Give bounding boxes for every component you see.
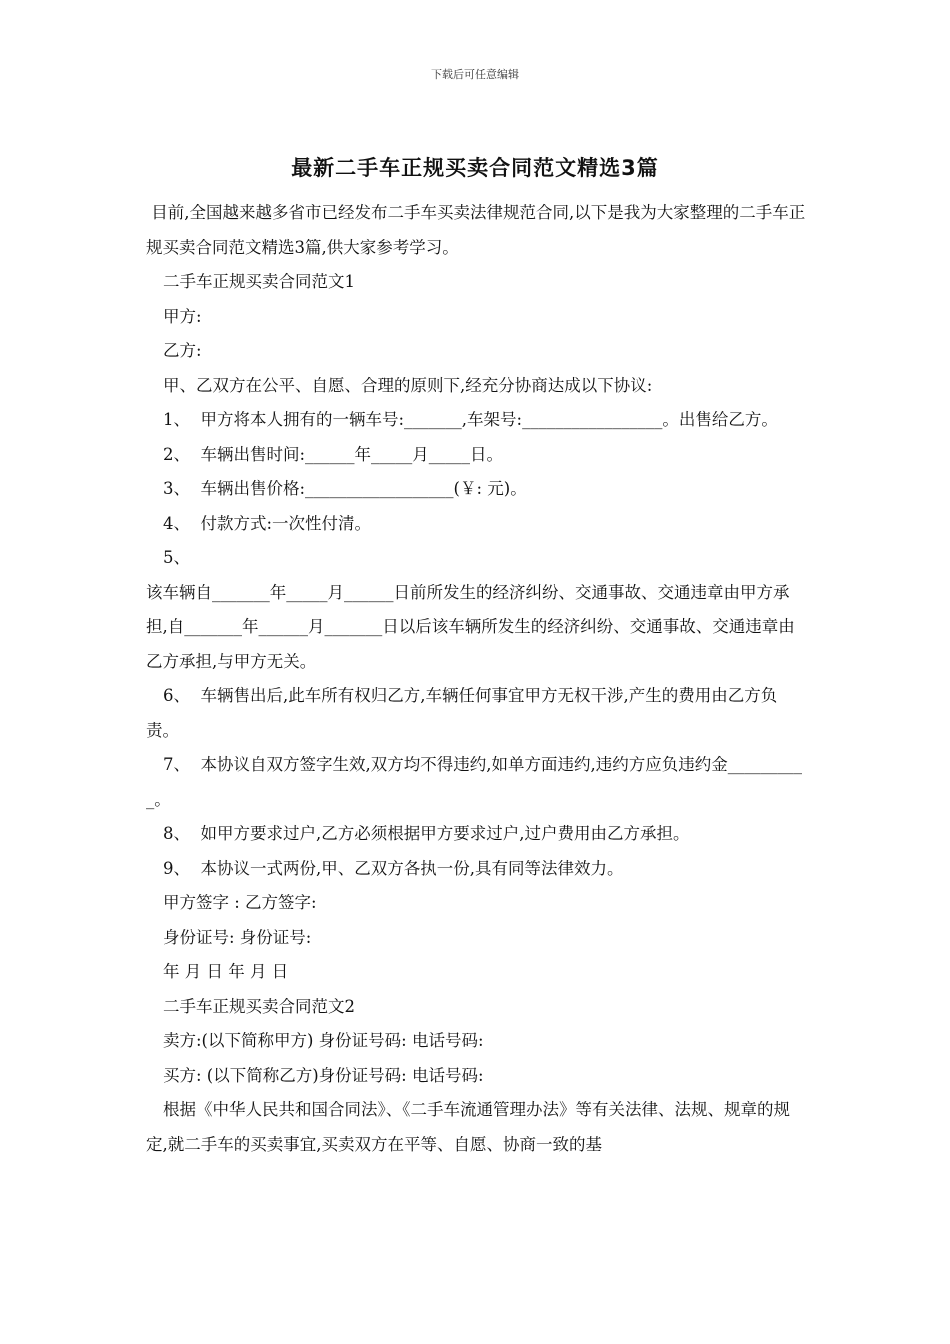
paragraph: 甲方签字 : 乙方签字:	[163, 893, 317, 912]
paragraph: 1、 甲方将本人拥有的一辆车号:_______,车架号:_________________。出售给乙方。	[163, 410, 778, 429]
paragraph: 买方: (以下简称乙方)身份证号码: 电话号码:	[163, 1065, 484, 1085]
paragraph: 年 月 日 年 月 日	[163, 962, 289, 981]
paragraph: 二手车正规买卖合同范文1	[163, 272, 355, 291]
paragraph: 该车辆自_______年_____月______日前所发生的经济纠纷、交通事故、交通违章由甲方承担,自_______年______月_______日以后该车辆所发生的经济纠纷、交通事故、交通违章由乙方承担,与甲方无关。	[146, 582, 795, 671]
paragraph: 9、 本协议一式两份,甲、乙双方各执一份,具有同等法律效力。	[163, 858, 624, 878]
paragraph: 乙方:	[163, 341, 202, 360]
document-body	[146, 196, 810, 1162]
paragraph: 7、 本协议自双方签字生效,双方均不得违约,如单方面违约,违约方应负违约金__________。	[146, 755, 802, 809]
paragraph: 3、 车辆出售价格:__________________(￥: 元)。	[163, 479, 527, 498]
paragraph: 目前,全国越来越多省市已经发布二手车买卖法律规范合同,以下是我为大家整理的二手车正规买卖合同范文精选3篇,供大家参考学习。	[146, 203, 806, 257]
paragraph: 8、 如甲方要求过户,乙方必须根据甲方要求过户,过户费用由乙方承担。	[163, 824, 690, 843]
paragraph: 5、	[163, 548, 190, 567]
page-header-note: 下载后可任意编辑	[431, 68, 519, 81]
paragraph: 卖方:(以下简称甲方) 身份证号码: 电话号码:	[163, 1031, 484, 1050]
document-title: 最新二手车正规买卖合同范文精选3篇	[291, 156, 659, 180]
paragraph: 2、 车辆出售时间:______年_____月_____日。	[163, 444, 504, 464]
paragraph: 根据《中华人民共和国合同法》、《二手车流通管理办法》等有关法律、法规、规章的规定,就二手车的买卖事宜,买卖双方在平等、自愿、协商一致的基	[146, 1100, 790, 1154]
paragraph: 甲、乙双方在公平、自愿、合理的原则下,经充分协商达成以下协议:	[163, 375, 653, 395]
paragraph: 4、 付款方式:一次性付清。	[163, 513, 372, 533]
paragraph: 6、 车辆售出后,此车所有权归乙方,车辆任何事宜甲方无权干涉,产生的费用由乙方负责。	[146, 686, 778, 740]
paragraph: 身份证号: 身份证号:	[163, 927, 312, 947]
paragraph: 二手车正规买卖合同范文2	[163, 996, 355, 1016]
paragraph: 甲方:	[163, 306, 202, 326]
